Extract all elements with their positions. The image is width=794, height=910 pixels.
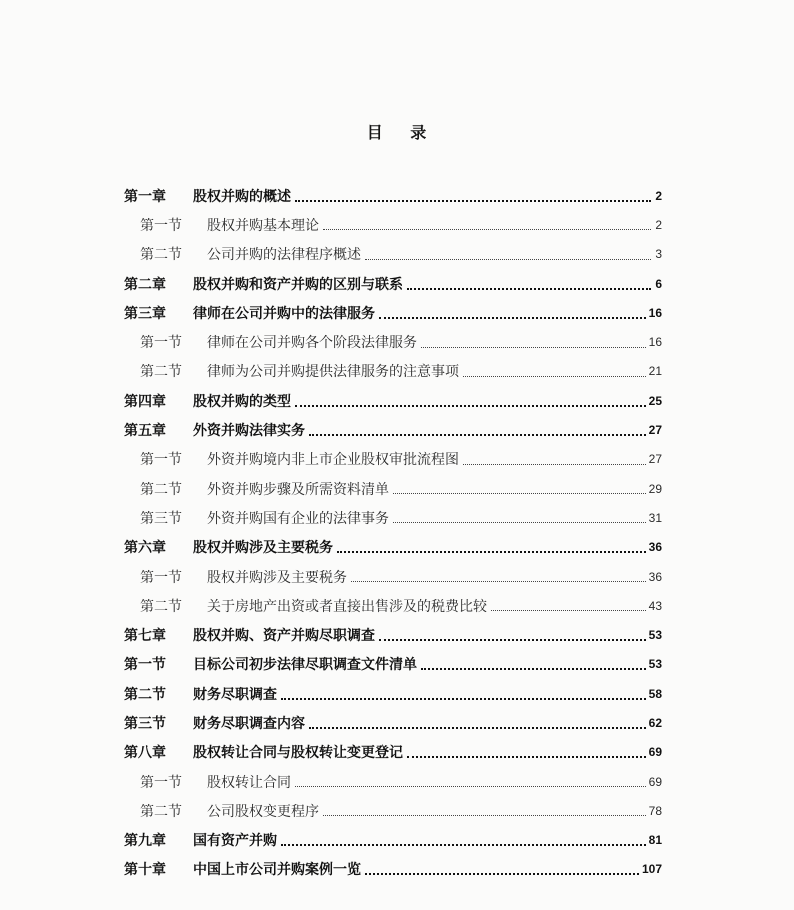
entry-title: 股权并购和资产并购的区别与联系 (193, 276, 403, 293)
toc-chapter-8 (124, 738, 662, 767)
entry-label: 第一节 (140, 335, 182, 352)
toc-chapter-4 (124, 386, 662, 415)
toc-section-8-1 (124, 767, 662, 796)
entry-title: 股权并购基本理论 (207, 217, 319, 234)
entry-label: 第四章 (124, 393, 166, 410)
entry-label: 第一节 (140, 569, 182, 586)
toc-section-3-1 (124, 327, 662, 356)
toc-section-5-1 (124, 445, 662, 474)
toc-chapter-9 (124, 826, 662, 855)
entry-page-number: 16 (648, 305, 662, 320)
entry-title: 外资并购国有企业的法律事务 (207, 510, 389, 527)
dot-leader (463, 464, 646, 465)
dot-leader (295, 405, 646, 407)
entry-title: 外资并购法律实务 (193, 423, 305, 440)
entry-title: 外资并购境内非上市企业股权审批流程图 (207, 452, 459, 469)
entry-label: 第二节 (140, 247, 182, 264)
entry-title: 股权转让合同与股权转让变更登记 (193, 745, 403, 762)
entry-page-number: 27 (648, 423, 662, 438)
entry-title: 股权转让合同 (207, 774, 291, 791)
entry-title: 财务尽职调查 (193, 686, 277, 703)
entry-page-number: 107 (641, 862, 662, 877)
toc-section-7-2 (124, 679, 662, 708)
entry-page-number: 62 (648, 715, 662, 730)
toc-section-1-2 (124, 240, 662, 269)
dot-leader (365, 259, 651, 260)
entry-label: 第七章 (124, 628, 166, 645)
toc-section-5-3 (124, 503, 662, 532)
dot-leader (407, 756, 646, 758)
entry-page-number: 16 (648, 335, 662, 350)
entry-page-number: 78 (648, 803, 662, 818)
toc-section-1-1 (124, 210, 662, 239)
entry-label: 第八章 (124, 745, 166, 762)
entry-label: 第二节 (140, 803, 182, 820)
dot-leader (281, 698, 646, 700)
toc-chapter-6 (124, 533, 662, 562)
toc-section-7-3 (124, 708, 662, 737)
toc-chapter-1 (124, 181, 662, 210)
entry-label: 第六章 (124, 540, 166, 557)
entry-title: 股权并购的类型 (193, 393, 291, 410)
entry-page-number: 25 (648, 393, 662, 408)
dot-leader (309, 727, 646, 729)
entry-title: 公司并购的法律程序概述 (207, 247, 361, 264)
dot-leader (463, 376, 646, 377)
toc-section-7-1 (124, 650, 662, 679)
entry-page-number: 27 (648, 452, 662, 467)
entry-label: 第一节 (140, 774, 182, 791)
dot-leader (309, 434, 646, 436)
entry-page-number: 36 (648, 540, 662, 555)
entry-page-number: 6 (655, 276, 662, 291)
entry-label: 第三节 (140, 510, 182, 527)
entry-page-number: 2 (655, 217, 662, 232)
toc-section-6-2 (124, 591, 662, 620)
dot-leader (323, 815, 646, 816)
entry-label: 第一节 (140, 452, 182, 469)
dot-leader (295, 200, 651, 202)
entry-title: 国有资产并购 (193, 833, 277, 850)
toc-chapter-10 (124, 855, 662, 884)
dot-leader (281, 844, 646, 846)
toc-section-5-2 (124, 474, 662, 503)
entry-title: 股权并购、资产并购尽职调查 (193, 628, 375, 645)
entry-page-number: 69 (648, 745, 662, 760)
entry-title: 外资并购步骤及所需资料清单 (207, 481, 389, 498)
entry-page-number: 31 (648, 510, 662, 525)
entry-label: 第三章 (124, 305, 166, 322)
entry-title: 股权并购的概述 (193, 188, 291, 205)
entry-label: 第二章 (124, 276, 166, 293)
toc-section-6-1 (124, 562, 662, 591)
toc-chapter-7 (124, 620, 662, 649)
entry-title: 中国上市公司并购案例一览 (193, 862, 361, 879)
dot-leader (491, 610, 646, 611)
entry-label: 第一节 (124, 657, 166, 674)
entry-label: 第二节 (140, 481, 182, 498)
entry-label: 第二节 (140, 364, 182, 381)
toc-section-3-2 (124, 357, 662, 386)
entry-title: 律师为公司并购提供法律服务的注意事项 (207, 364, 459, 381)
dot-leader (393, 522, 646, 523)
entry-page-number: 3 (655, 247, 662, 262)
entry-page-number: 36 (648, 569, 662, 584)
entry-page-number: 53 (648, 657, 662, 672)
entry-label: 第五章 (124, 423, 166, 440)
entry-page-number: 29 (648, 481, 662, 496)
entry-page-number: 43 (648, 598, 662, 613)
entry-label: 第三节 (124, 715, 166, 732)
toc-chapter-5 (124, 415, 662, 444)
dot-leader (337, 551, 646, 553)
dot-leader (323, 229, 651, 230)
entry-page-number: 58 (648, 686, 662, 701)
page-title: 目 录 (366, 123, 428, 142)
entry-title: 公司股权变更程序 (207, 803, 319, 820)
entry-label: 第一节 (140, 217, 182, 234)
entry-title: 关于房地产出资或者直接出售涉及的税费比较 (207, 598, 487, 615)
toc-chapter-2 (124, 269, 662, 298)
dot-leader (393, 493, 646, 494)
dot-leader (421, 347, 646, 348)
entry-title: 股权并购涉及主要税务 (193, 540, 333, 557)
toc-section-8-2 (124, 796, 662, 825)
entry-title: 律师在公司并购各个阶段法律服务 (207, 335, 417, 352)
dot-leader (379, 639, 646, 641)
entry-label: 第二节 (140, 598, 182, 615)
dot-leader (365, 873, 639, 875)
dot-leader (421, 668, 646, 670)
toc-chapter-3 (124, 298, 662, 327)
entry-title: 财务尽职调查内容 (193, 715, 305, 732)
entry-label: 第二节 (124, 686, 166, 703)
dot-leader (407, 288, 651, 290)
entry-label: 第一章 (124, 188, 166, 205)
table-of-contents (124, 181, 662, 884)
entry-title: 股权并购涉及主要税务 (207, 569, 347, 586)
entry-page-number: 2 (655, 188, 662, 203)
entry-title: 律师在公司并购中的法律服务 (193, 305, 375, 322)
dot-leader (295, 786, 646, 787)
entry-page-number: 69 (648, 774, 662, 789)
entry-title: 目标公司初步法律尽职调查文件清单 (193, 657, 417, 674)
entry-label: 第九章 (124, 833, 166, 850)
entry-label: 第十章 (124, 862, 166, 879)
entry-page-number: 81 (648, 833, 662, 848)
dot-leader (351, 581, 646, 582)
entry-page-number: 53 (648, 628, 662, 643)
dot-leader (379, 317, 646, 319)
entry-page-number: 21 (648, 364, 662, 379)
